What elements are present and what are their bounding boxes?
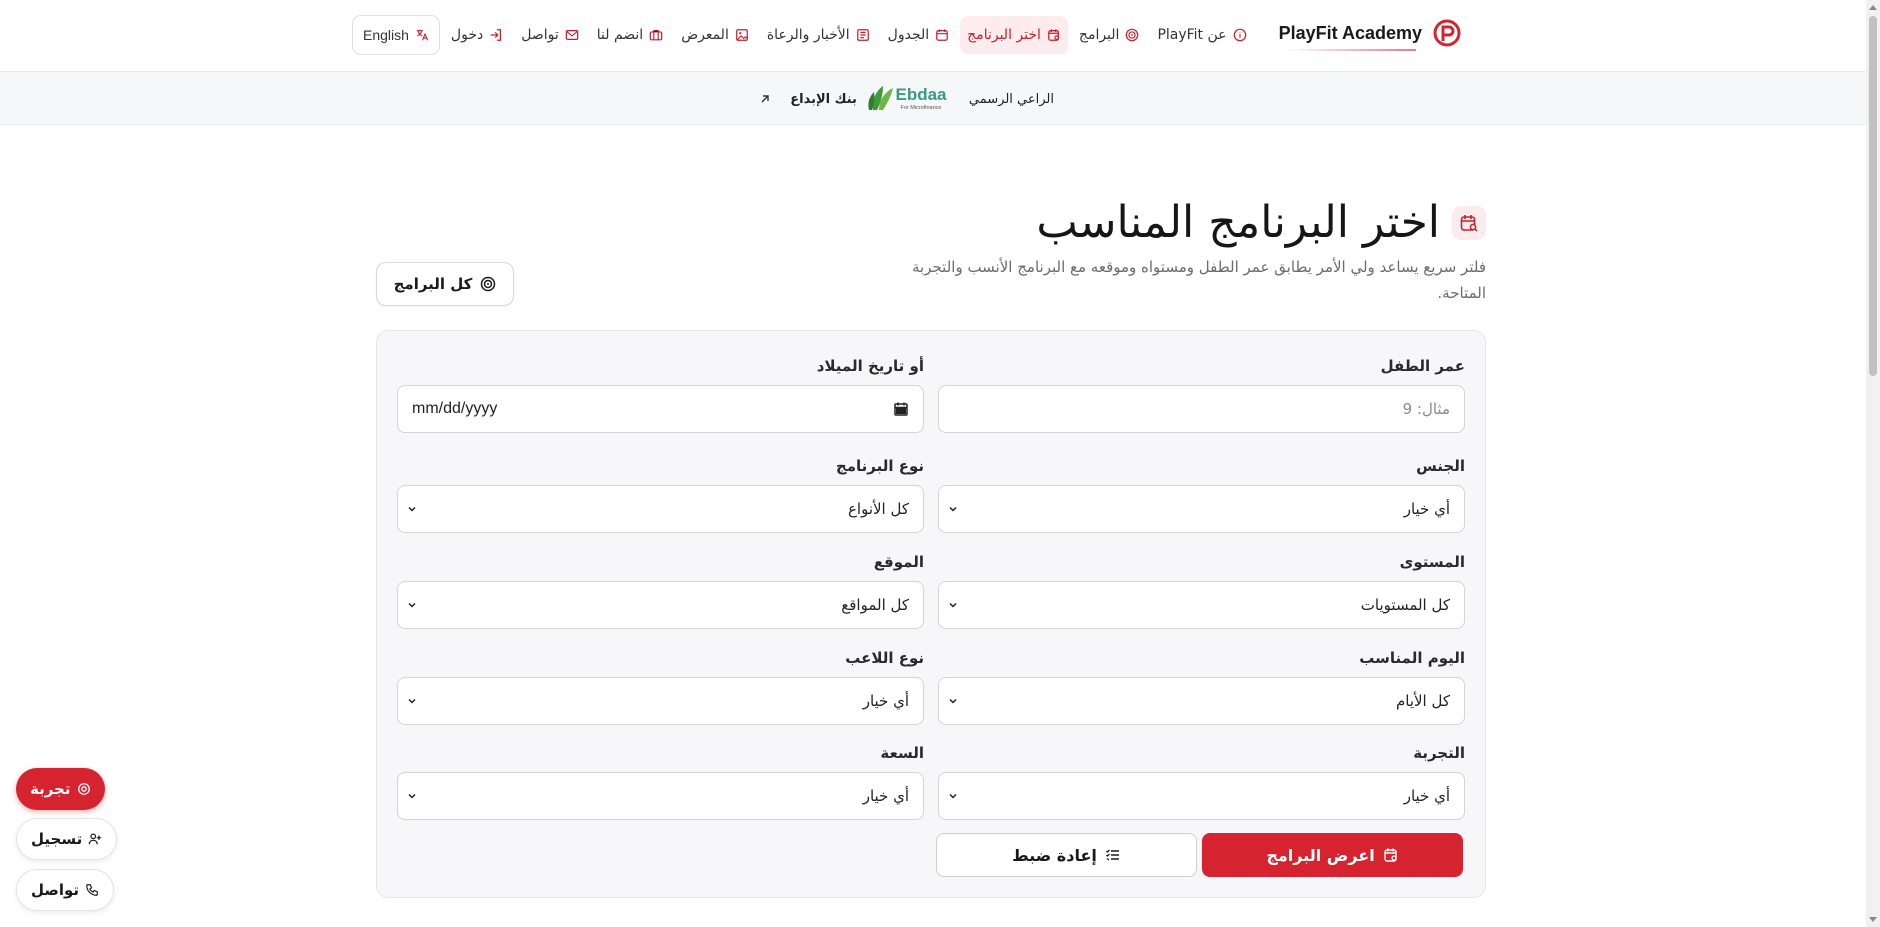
nav-programs[interactable]	[1072, 16, 1147, 54]
chevron-down-icon	[947, 599, 959, 611]
trial-field	[938, 742, 1465, 820]
translate-icon	[415, 28, 429, 42]
program-type-select[interactable]	[397, 485, 924, 533]
capacity-label: السعة	[880, 744, 924, 762]
nav-join-label: انضم لنا	[596, 27, 644, 43]
brand-logo-icon	[1432, 18, 1462, 48]
capacity-select[interactable]	[397, 772, 924, 820]
brand[interactable]	[1279, 18, 1462, 48]
nav-contact[interactable]	[514, 16, 586, 54]
nav-about[interactable]	[1150, 16, 1253, 54]
reset-label: إعادة ضبط	[1012, 845, 1097, 865]
target-icon	[1125, 28, 1139, 42]
birthdate-label: أو تاريخ الميلاد	[816, 357, 924, 375]
page-header	[1036, 198, 1486, 248]
nav-choose-program[interactable]	[960, 16, 1068, 54]
sponsor-logo-text: Ebdaa	[895, 85, 947, 104]
all-programs-button[interactable]	[376, 262, 514, 306]
target-icon	[480, 276, 496, 292]
birthdate-field	[397, 355, 924, 433]
top-navigation	[0, 0, 1866, 72]
level-value: كل المستويات	[1360, 596, 1450, 614]
sponsor-logo-subtext: For Microfinance	[900, 105, 942, 111]
nav-choose-program-label: اختر البرنامج	[967, 27, 1041, 43]
login-icon	[489, 28, 503, 42]
mail-icon	[565, 28, 579, 42]
nav-schedule[interactable]	[881, 16, 956, 54]
day-value: كل الأيام	[1395, 692, 1450, 710]
capacity-field	[397, 742, 924, 820]
nav-news[interactable]	[760, 16, 877, 54]
contact-fab[interactable]	[16, 869, 114, 911]
main-nav	[352, 15, 1254, 55]
nav-login-label: دخول	[450, 27, 484, 43]
age-field	[938, 355, 1465, 433]
briefcase-icon	[649, 28, 663, 42]
phone-icon	[85, 883, 99, 897]
sponsor-bar	[0, 72, 1866, 125]
list-check-icon	[1105, 847, 1121, 863]
all-programs-label: كل البرامج	[393, 275, 473, 293]
sponsor-name: بنك الإبداع	[790, 91, 857, 107]
day-label: اليوم المناسب	[1359, 649, 1465, 667]
age-input[interactable]	[938, 385, 1465, 433]
level-field	[938, 551, 1465, 629]
newspaper-icon	[856, 28, 870, 42]
trial-value: أي خيار	[1403, 787, 1450, 805]
sponsor-link[interactable]	[758, 80, 1054, 118]
nav-gallery-label: المعرض	[681, 27, 729, 43]
reset-button[interactable]	[936, 833, 1197, 877]
show-programs-button[interactable]	[1202, 833, 1463, 877]
birthdate-input[interactable]	[397, 385, 924, 433]
nav-join[interactable]	[590, 16, 670, 54]
trial-fab[interactable]	[16, 768, 105, 810]
show-programs-label: اعرض البرامج	[1266, 845, 1375, 865]
gender-select[interactable]	[938, 485, 1465, 533]
sponsor-logo	[867, 80, 959, 118]
calendar-search-icon	[1459, 213, 1479, 233]
scroll-up-arrow-icon[interactable]	[1866, 0, 1880, 14]
sponsor-label: الراعي الرسمي	[968, 91, 1054, 107]
language-switch-label: English	[363, 27, 409, 43]
chevron-down-icon	[406, 599, 418, 611]
nav-programs-label: البرامج	[1078, 27, 1120, 43]
brand-name: PlayFit Academy	[1278, 22, 1422, 43]
nav-gallery[interactable]	[674, 16, 756, 54]
nav-login[interactable]	[444, 16, 510, 54]
player-type-field	[397, 647, 924, 725]
trial-label: التجربة	[1413, 744, 1465, 762]
program-type-label: نوع البرنامج	[835, 457, 924, 475]
image-icon	[735, 28, 749, 42]
location-select[interactable]	[397, 581, 924, 629]
nav-schedule-label: الجدول	[887, 27, 930, 43]
scrollbar-thumb[interactable]	[1869, 16, 1877, 376]
nav-news-label: الأخبار والرعاة	[766, 27, 850, 43]
calendar-picker-icon[interactable]	[893, 401, 909, 417]
trial-select[interactable]	[938, 772, 1465, 820]
level-select[interactable]	[938, 581, 1465, 629]
program-filter-form	[376, 330, 1486, 898]
capacity-value: أي خيار	[862, 787, 909, 805]
day-select[interactable]	[938, 677, 1465, 725]
location-value: كل المواقع	[841, 596, 909, 614]
chevron-down-icon	[947, 790, 959, 802]
gender-value: أي خيار	[1403, 500, 1450, 518]
language-switch-button[interactable]	[352, 15, 440, 55]
day-field	[938, 647, 1465, 725]
nav-contact-label: تواصل	[521, 27, 559, 43]
location-label: الموقع	[873, 553, 924, 571]
trial-fab-label: تجربة	[30, 780, 71, 798]
page-title: اختر البرنامج المناسب	[1036, 197, 1440, 248]
chevron-down-icon	[406, 790, 418, 802]
external-link-icon	[758, 92, 772, 106]
register-fab-label: تسجيل	[31, 830, 83, 848]
program-type-value: كل الأنواع	[847, 500, 909, 518]
brand-underline	[1286, 49, 1416, 51]
register-fab[interactable]	[16, 818, 117, 860]
level-label: المستوى	[1399, 553, 1465, 571]
user-plus-icon	[88, 832, 102, 846]
gender-field	[938, 455, 1465, 533]
age-placeholder: مثال: 9	[1402, 400, 1450, 418]
chevron-down-icon	[406, 503, 418, 515]
nav-about-label: عن PlayFit	[1157, 27, 1227, 43]
age-label: عمر الطفل	[1380, 357, 1465, 375]
info-icon	[1233, 28, 1247, 42]
target-icon	[77, 782, 91, 796]
page-subtitle: فلتر سريع يساعد ولي الأمر يطابق عمر الطفل ومستواه وموقعه مع البرنامج الأنسب والتجربة المتاحة.	[912, 258, 1486, 302]
calendar-icon	[935, 28, 949, 42]
contact-fab-label: تواصل	[31, 881, 80, 899]
scroll-down-arrow-icon[interactable]	[1866, 913, 1880, 927]
page-scrollbar[interactable]	[1866, 0, 1880, 927]
gender-label: الجنس	[1416, 457, 1465, 475]
player-type-value: أي خيار	[862, 692, 909, 710]
calendar-search-icon	[1047, 28, 1061, 42]
chevron-down-icon	[947, 503, 959, 515]
chevron-down-icon	[947, 695, 959, 707]
birthdate-placeholder: mm/dd/yyyy	[412, 400, 498, 417]
player-type-label: نوع اللاعب	[845, 649, 924, 667]
player-type-select[interactable]	[397, 677, 924, 725]
title-badge	[1452, 206, 1486, 240]
program-type-field	[397, 455, 924, 533]
location-field	[397, 551, 924, 629]
chevron-down-icon	[406, 695, 418, 707]
calendar-search-icon	[1383, 847, 1399, 863]
